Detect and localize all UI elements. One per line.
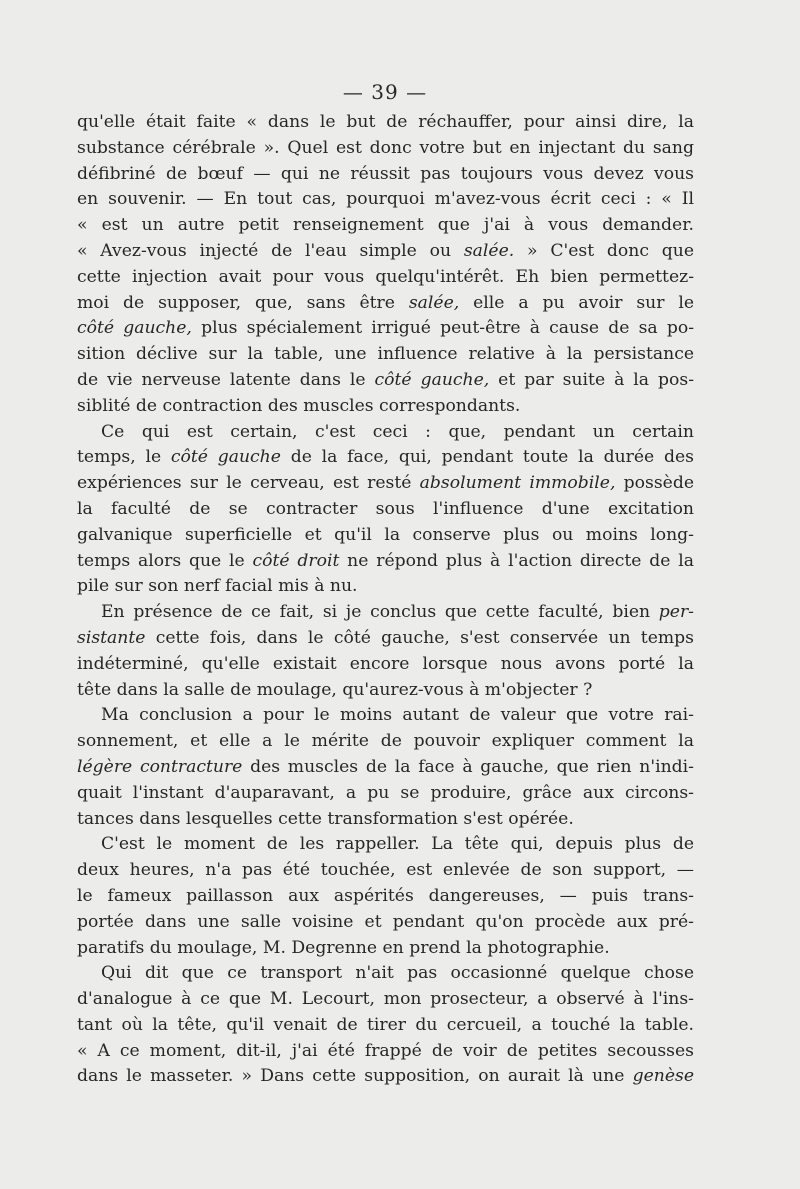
line-text: C'est le moment de les rappeller. La tête qui, depuis plus de: [101, 834, 694, 855]
text-line: [77, 987, 694, 1013]
italic-text: côté gauche,: [77, 318, 192, 339]
line-text: siblité de contraction des muscles correspondants.: [77, 395, 521, 416]
text-line: [77, 420, 694, 446]
line-text-continued: cette fois, dans le côté gauche, s'est conservée un temps: [145, 627, 694, 648]
text-line: [77, 1039, 694, 1065]
text-line: [77, 936, 694, 962]
italic-text: côté gauche,: [374, 369, 490, 390]
line-text-continued: possède: [615, 473, 694, 494]
page-number: — 39 —: [342, 80, 428, 104]
text-line: [77, 368, 694, 394]
line-text: quait l'instant d'auparavant, a pu se produire, grâce aux circons-: [77, 782, 694, 803]
line-text: indéterminé, qu'elle existait encore lorsque nous avons porté la: [77, 653, 694, 674]
text-line: [77, 187, 694, 213]
italic-text: côté droit: [252, 550, 340, 571]
line-text: de vie nerveuse latente dans le: [77, 369, 375, 390]
text-line: [77, 239, 694, 265]
line-text: temps, le: [77, 447, 171, 468]
italic-text: côté gauche: [170, 447, 281, 468]
italic-text: absolument immobile,: [419, 473, 616, 494]
line-text: défibriné de bœuf — qui ne réussit pas toujours vous devez vous: [77, 163, 694, 184]
text-line: [77, 807, 694, 833]
line-text: Qui dit que ce transport n'ait pas occasionné quelque chose: [101, 963, 694, 984]
text-line: [77, 1064, 694, 1090]
text-line: [77, 652, 694, 678]
line-text: la faculté de se contracter sous l'influence d'une excitation: [77, 498, 694, 519]
line-text: d'analogue à ce que M. Lecourt, mon prosecteur, a observé à l'ins-: [77, 989, 694, 1010]
text-line: [77, 961, 694, 987]
text-line: [77, 265, 694, 291]
line-text: le fameux paillasson aux aspérités dangereuses, — puis trans-: [77, 885, 694, 906]
italic-text: per-: [658, 602, 694, 623]
line-text: tête dans la salle de moulage, qu'aurez-vous à m'objecter ?: [77, 679, 593, 700]
italic-text: salée.: [463, 240, 515, 261]
text-line: [77, 549, 694, 575]
text-line: [77, 1013, 694, 1039]
text-line: [77, 136, 694, 162]
text-line: [77, 471, 694, 497]
text-line: [77, 884, 694, 910]
text-line: [77, 291, 694, 317]
text-line: [77, 445, 694, 471]
text-line: [77, 600, 694, 626]
text-line: [77, 703, 694, 729]
line-text: dans le masseter. » Dans cette supposition, on aurait là une: [77, 1066, 633, 1087]
text-line: [77, 497, 694, 523]
line-text-continued: des muscles de la face à gauche, que rien n'indi-: [242, 756, 694, 777]
text-line: [77, 394, 694, 420]
italic-text: genèse: [632, 1066, 694, 1087]
text-line: [77, 729, 694, 755]
line-text: en souvenir. — En tout cas, pourquoi m'avez-vous écrit ceci : « Il: [77, 189, 694, 210]
line-text: qu'elle était faite « dans le but de réchauffer, pour ainsi dire, la: [77, 112, 694, 132]
text-line: [77, 523, 694, 549]
line-text: Ce qui est certain, c'est ceci : que, pendant un certain: [101, 421, 694, 442]
line-text-continued: » C'est donc que: [514, 240, 694, 261]
line-text: En présence de ce fait, si je conclus que cette faculté, bien: [101, 602, 659, 623]
line-text: tances dans lesquelles cette transformation s'est opérée.: [77, 808, 574, 829]
text-line: [77, 626, 694, 652]
line-text: paratifs du moulage, M. Degrenne en prend la photographie.: [77, 937, 610, 958]
text-line: [77, 316, 694, 342]
italic-text: salée,: [408, 292, 460, 313]
line-text-continued: de la face, qui, pendant toute la durée des: [280, 447, 695, 468]
text-line: [77, 162, 694, 188]
line-text: galvanique superficielle et qu'il la conserve plus ou moins long-: [77, 524, 694, 545]
line-text-continued: plus spécialement irrigué peut-être à cause de sa po-: [191, 318, 695, 339]
line-text-continued: ne répond plus à l'action directe de la: [339, 550, 694, 571]
text-line: [77, 110, 694, 136]
line-text: sonnement, et elle a le mérite de pouvoir expliquer comment la: [77, 731, 694, 752]
text-line: [77, 678, 694, 704]
text-line: [77, 213, 694, 239]
line-text: « est un autre petit renseignement que j'ai à vous demander.: [77, 215, 694, 236]
line-text-continued: elle a pu avoir sur le: [459, 292, 694, 313]
line-text: portée dans une salle voisine et pendant qu'on procède aux pré-: [77, 911, 694, 932]
body-text: [77, 110, 694, 1090]
text-line: [77, 858, 694, 884]
line-text: expériences sur le cerveau, est resté: [77, 473, 420, 494]
text-line: [77, 910, 694, 936]
line-text: cette injection avait pour vous quelqu'intérêt. Eh bien permettez-: [77, 266, 694, 287]
line-text: « A ce moment, dit-il, j'ai été frappé de voir de petites secousses: [77, 1040, 694, 1061]
line-text: tant où la tête, qu'il venait de tirer du cercueil, a touché la table.: [77, 1014, 694, 1035]
text-line: [77, 781, 694, 807]
line-text: Ma conclusion a pour le moins autant de valeur que votre rai-: [101, 705, 694, 726]
line-text: deux heures, n'a pas été touchée, est enlevée de son support, —: [77, 860, 694, 881]
line-text: temps alors que le: [77, 550, 253, 571]
italic-text: sistante: [77, 627, 146, 648]
italic-text: légère contracture: [77, 756, 243, 777]
line-text: « Avez-vous injecté de l'eau simple ou: [77, 240, 464, 261]
line-text: sition déclive sur la table, une influence relative à la persistance: [77, 344, 694, 365]
line-text: pile sur son nerf facial mis à nu.: [77, 576, 358, 597]
text-line: [77, 755, 694, 781]
text-line: [77, 832, 694, 858]
text-line: [77, 574, 694, 600]
line-text: moi de supposer, que, sans être: [77, 292, 409, 313]
line-text-continued: et par suite à la pos-: [489, 369, 694, 390]
text-line: [77, 342, 694, 368]
line-text: substance cérébrale ». Quel est donc votre but en injectant du sang: [77, 137, 694, 158]
